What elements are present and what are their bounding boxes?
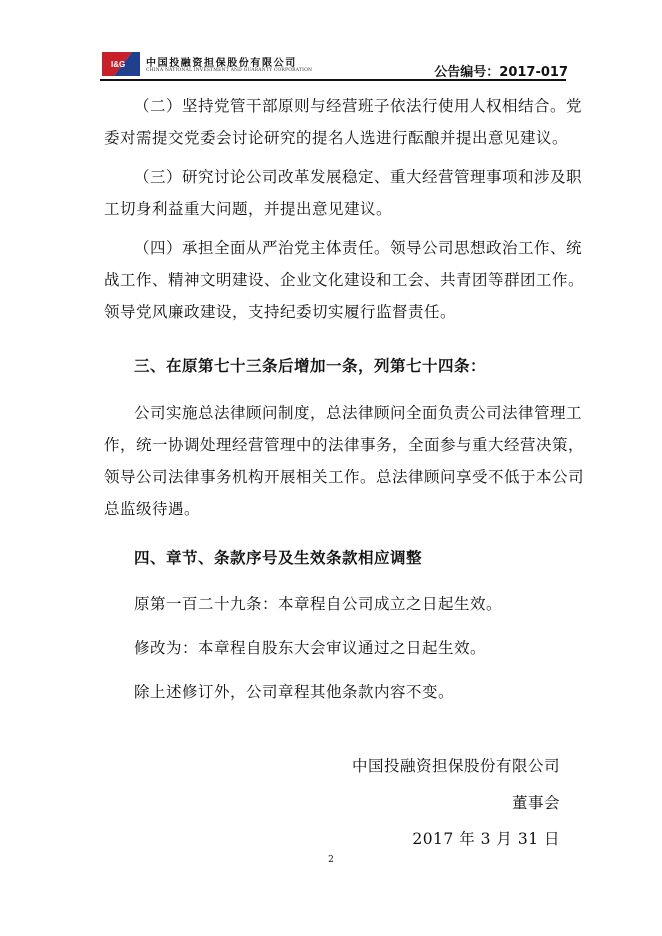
page-number: 2 [328,855,334,865]
section-heading-4: 四、章节、条款序号及生效条款相应调整 [134,548,423,567]
paragraph-reform [104,161,583,225]
text-line: （二）坚持党管干部原则与经营班子依法行使用人权相结合。党 [134,97,583,115]
text-line: 公司实施总法律顾问制度，总法律顾问全面负责公司法律管理工 [134,404,583,422]
paragraph-legal-counsel [104,397,585,525]
signature-board: 董事会 [511,794,560,812]
text-line: 战工作、精神文明建设、企业文化建设和工会、共青团等群团工作。 [104,271,585,289]
company-logo-icon [102,52,140,76]
text-line: 工切身利益重大问题，并提出意见建议。 [104,200,393,218]
section-heading-3: 三、在原第七十三条后增加一条，列第七十四条： [134,356,487,375]
text-line: 委对需提交党委会讨论研究的提名人选进行酝酿并提出意见建议。 [104,129,569,147]
paragraph-party-cadre [104,90,583,154]
logo-text: I&G [111,60,126,69]
text-line: （三）研究讨论公司改革发展稳定、重大经营管理事项和涉及职 [134,168,583,186]
paragraph-party-discipline [104,232,585,328]
text-line: （四）承担全面从严治党主体责任。领导公司思想政治工作、统 [134,239,583,257]
paragraph-amended-article: 修改为：本章程自股东大会审议通过之日起生效。 [134,639,487,657]
signature-company: 中国投融资担保股份有限公司 [351,757,560,775]
header-divider [100,79,566,81]
paragraph-other-unchanged: 除上述修订外，公司章程其他条款内容不变。 [134,683,455,701]
text-line: 领导公司法律事务机构开展相关工作。总法律顾问享受不低于本公司 [104,468,585,486]
text-line: 总监级待遇。 [104,500,201,518]
text-line: 领导党风廉政建设，支持纪委切实履行监督责任。 [104,303,457,321]
text-line: 作，统一协调处理经营管理中的法律事务，全面参与重大经营决策， [104,436,585,454]
notice-number: 公告编号：2017-017 [434,65,568,80]
signature-date: 2017 年 3 月 31 日 [412,830,560,848]
paragraph-original-article: 原第一百二十九条：本章程自公司成立之日起生效。 [134,595,503,613]
document-header [100,44,572,80]
company-name-cn: 中国投融资担保股份有限公司 [146,58,297,69]
company-name-en: CHINA NATIONAL INVESTMENT AND GUARANTY CORPORATION [146,68,313,73]
